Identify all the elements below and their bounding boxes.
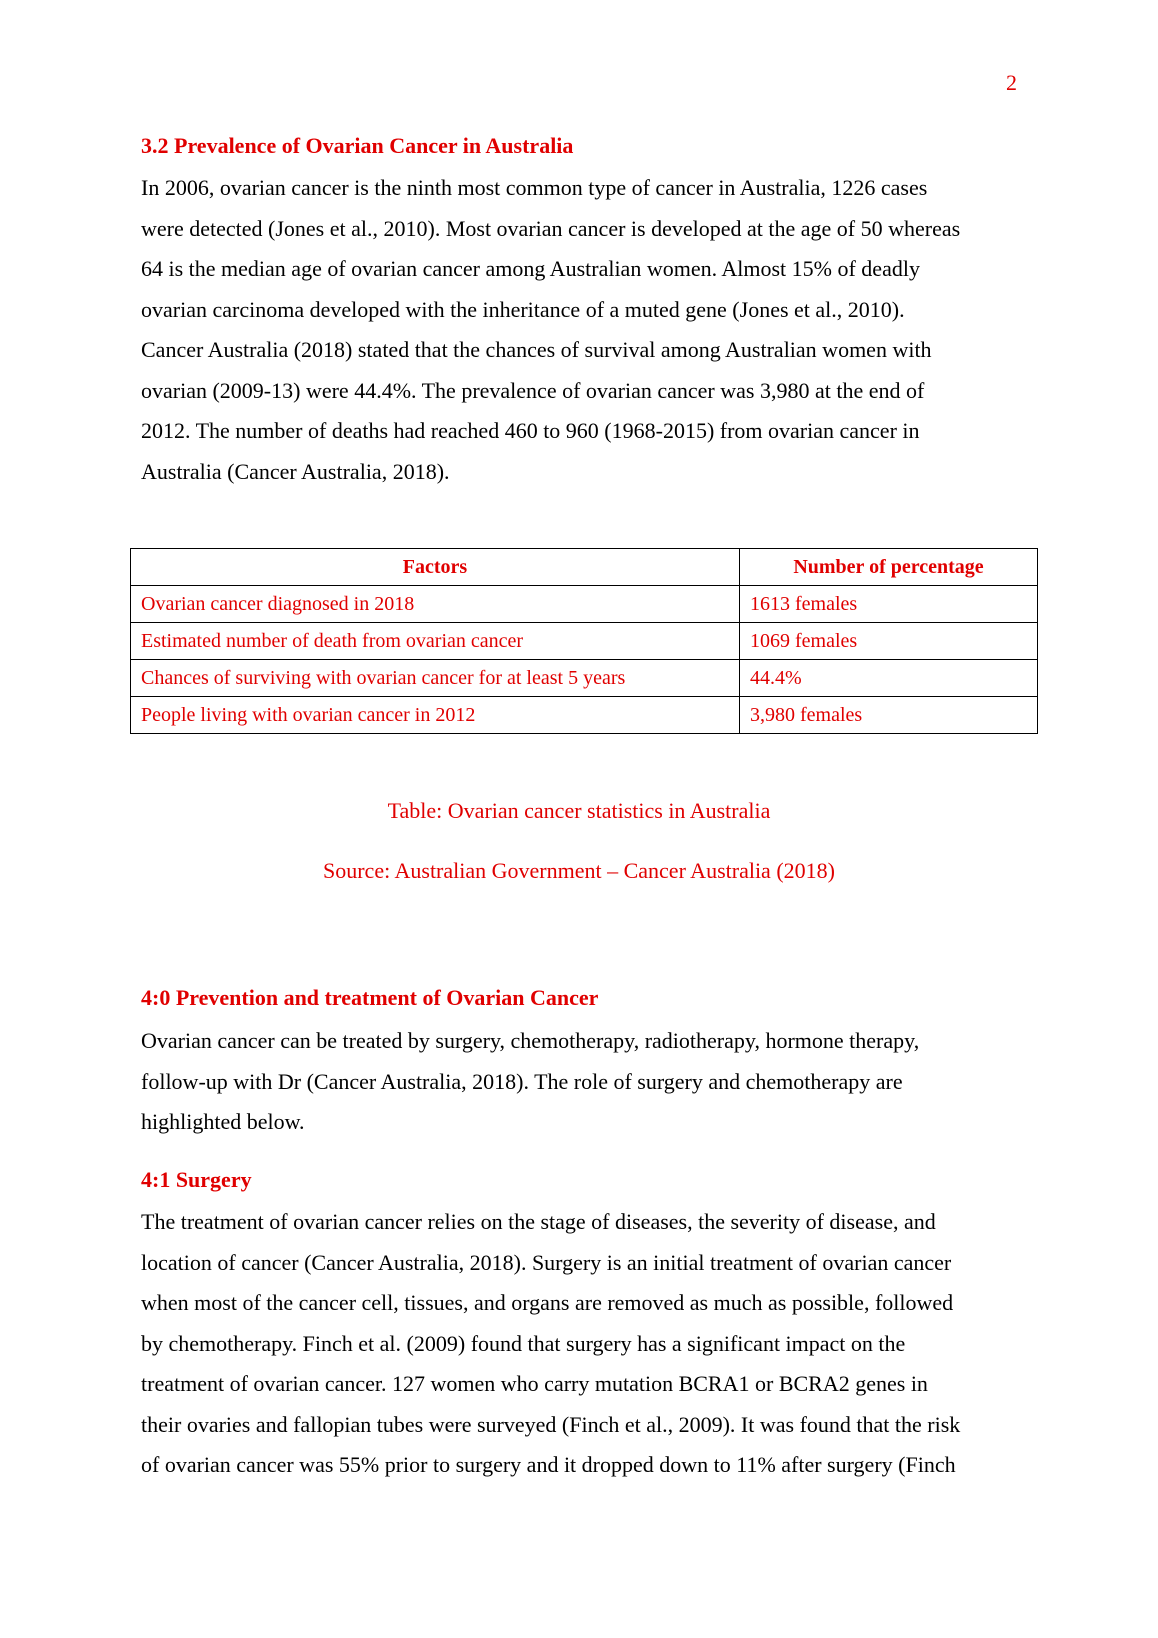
section-3-2-heading: 3.2 Prevalence of Ovarian Cancer in Australia: [141, 133, 574, 158]
table-cell-factor: Estimated number of death from ovarian cancer: [131, 623, 740, 660]
table-cell-value: 1613 females: [740, 586, 1038, 623]
section-4-1-paragraph: [141, 1202, 1031, 1486]
paragraph-line: their ovaries and fallopian tubes were surveyed (Finch et al., 2009). It was found that the risk: [141, 1411, 961, 1437]
table-header-factors: Factors: [131, 549, 740, 586]
table-source: Source: Australian Government – Cancer Australia (2018): [323, 858, 835, 883]
paragraph-line: of ovarian cancer was 55% prior to surgery and it dropped down to 11% after surgery (Finch: [141, 1452, 956, 1477]
table-cell-value: 3,980 females: [740, 697, 1038, 734]
paragraph-line: when most of the cancer cell, tissues, and organs are removed as much as possible, followed: [141, 1290, 954, 1315]
table-row: [131, 586, 1038, 623]
paragraph-line: The treatment of ovarian cancer relies on the stage of diseases, the severity of disease, and: [141, 1209, 936, 1234]
paragraph-line: were detected (Jones et al., 2010). Most ovarian cancer is developed at the age of 50 whereas: [141, 215, 961, 241]
paragraph-line: location of cancer (Cancer Australia, 2018). Surgery is an initial treatment of ovarian cancer: [141, 1249, 952, 1275]
page-number: 2: [1006, 70, 1017, 95]
table-header-number: Number of percentage: [740, 549, 1038, 586]
table-cell-factor: People living with ovarian cancer in 2012: [131, 697, 740, 734]
table-cell-value: 1069 females: [740, 623, 1038, 660]
section-4-0-heading: 4:0 Prevention and treatment of Ovarian Cancer: [141, 985, 599, 1010]
section-4-0-paragraph: [141, 1021, 1031, 1143]
paragraph-line: Cancer Australia (2018) stated that the chances of survival among Australian women with: [141, 337, 932, 362]
table-cell-factor: Chances of surviving with ovarian cancer for at least 5 years: [131, 660, 740, 697]
table-caption: Table: Ovarian cancer statistics in Australia: [387, 798, 771, 823]
table-row: [131, 623, 1038, 660]
paragraph-line: ovarian carcinoma developed with the inheritance of a muted gene (Jones et al., 2010).: [141, 296, 905, 322]
paragraph-line: ovarian (2009-13) were 44.4%. The prevalence of ovarian cancer was 3,980 at the end of: [141, 377, 925, 403]
paragraph-line: Ovarian cancer can be treated by surgery, chemotherapy, radiotherapy, hormone therapy,: [141, 1028, 920, 1053]
paragraph-line: follow-up with Dr (Cancer Australia, 2018). The role of surgery and chemotherapy are: [141, 1068, 903, 1094]
paragraph-line: 64 is the median age of ovarian cancer among Australian women. Almost 15% of deadly: [141, 256, 920, 281]
ovarian-cancer-statistics-table: [130, 548, 1038, 734]
paragraph-line: Australia (Cancer Australia, 2018).: [141, 458, 450, 484]
paragraph-line: highlighted below.: [141, 1109, 305, 1134]
paragraph-line: treatment of ovarian cancer. 127 women who carry mutation BCRA1 or BCRA2 genes in: [141, 1371, 928, 1396]
table-header-row: [131, 549, 1038, 586]
paragraph-line: In 2006, ovarian cancer is the ninth most common type of cancer in Australia, 1226 cases: [141, 175, 928, 200]
paragraph-line: 2012. The number of deaths had reached 460 to 960 (1968-2015) from ovarian cancer in: [141, 418, 920, 443]
table-cell-factor: Ovarian cancer diagnosed in 2018: [131, 586, 740, 623]
table-row: [131, 697, 1038, 734]
section-3-2-paragraph: [141, 168, 1031, 492]
table-row: [131, 660, 1038, 697]
paragraph-line: by chemotherapy. Finch et al. (2009) found that surgery has a significant impact on the: [141, 1330, 906, 1356]
table-cell-value: 44.4%: [740, 660, 1038, 697]
section-4-1-heading: 4:1 Surgery: [141, 1167, 252, 1192]
